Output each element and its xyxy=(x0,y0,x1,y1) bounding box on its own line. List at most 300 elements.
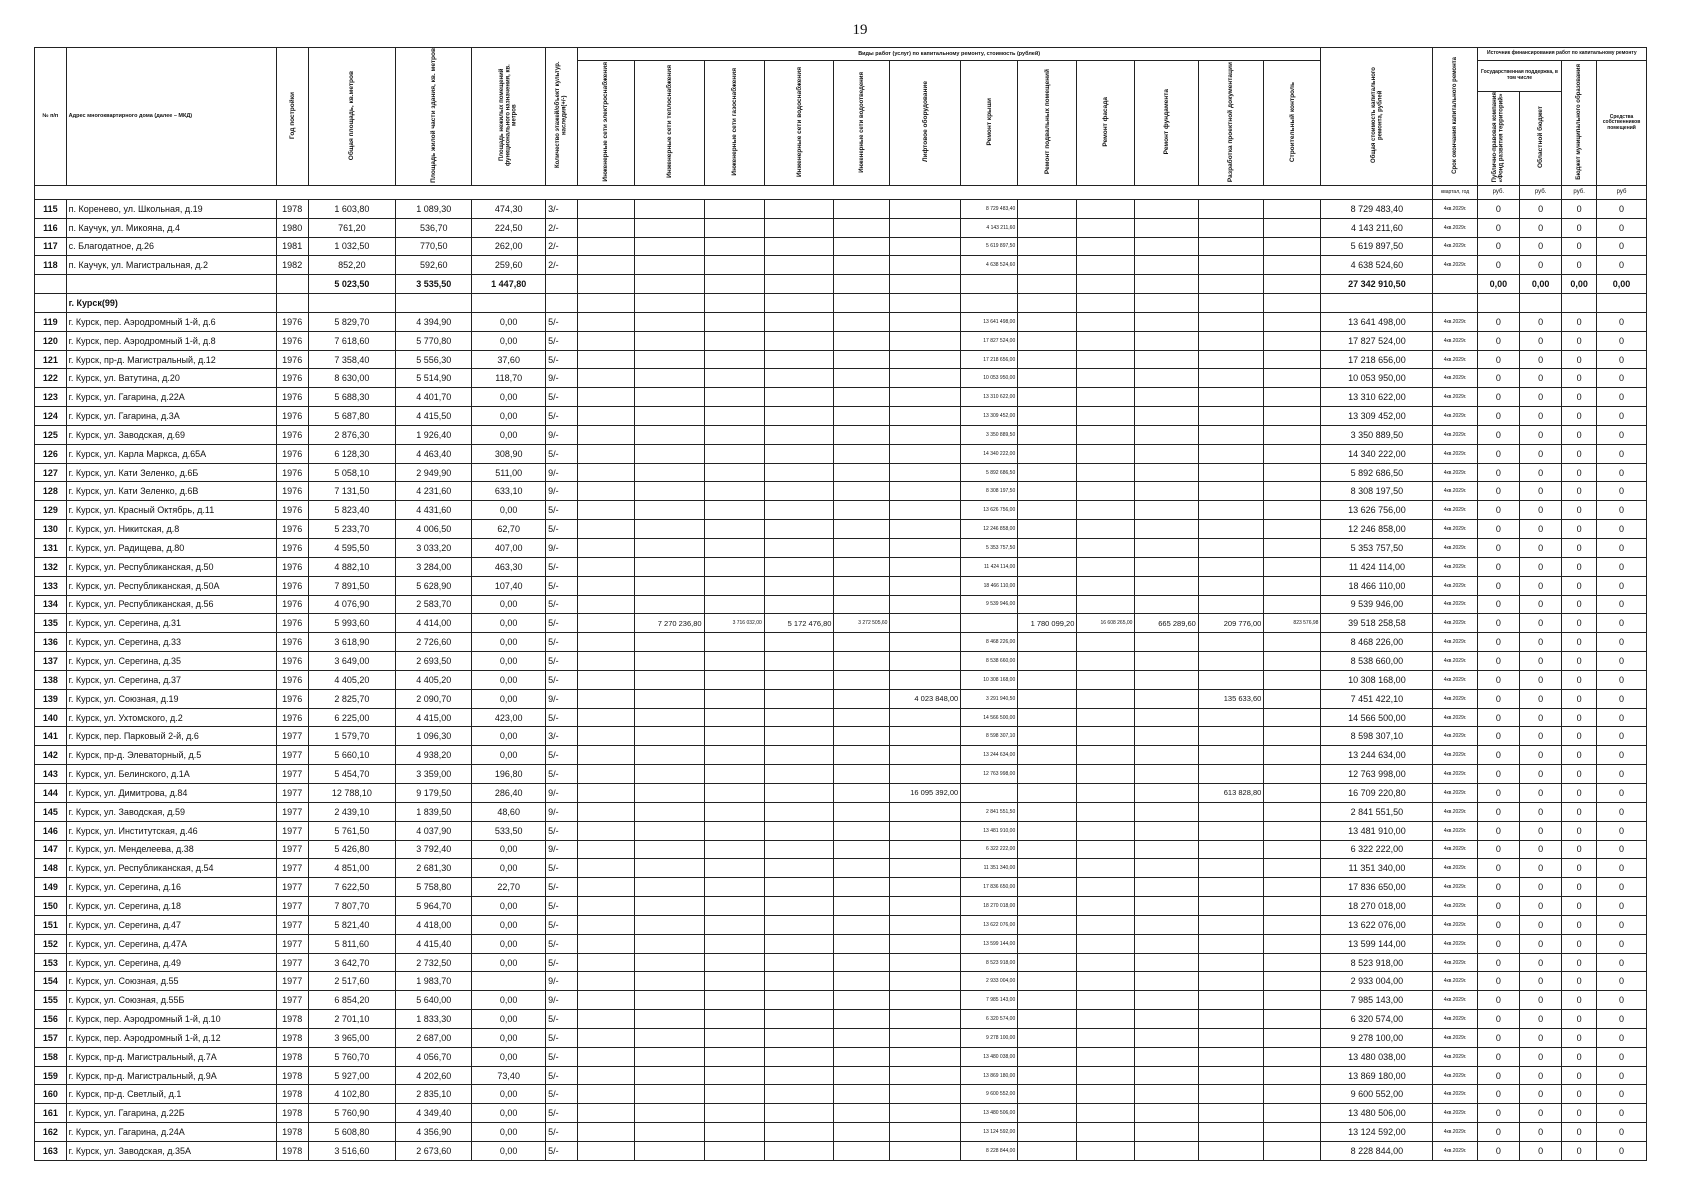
row-work-heat xyxy=(634,1066,704,1085)
row-work-control xyxy=(1264,1085,1321,1104)
row-living-area: 3 359,00 xyxy=(396,765,472,784)
row-deadline: 4кв.2029г. xyxy=(1433,199,1477,218)
header-deadline: Срок окончания капитального ремонта xyxy=(1433,48,1477,186)
row-total-area: 6 128,30 xyxy=(308,444,396,463)
row-work-basement xyxy=(1018,425,1077,444)
row-work-control xyxy=(1264,425,1321,444)
row-work-control xyxy=(1264,859,1321,878)
row-work-electric xyxy=(577,670,634,689)
row-total-cost: 10 053 950,00 xyxy=(1321,369,1433,388)
row-src-regional: 0 xyxy=(1520,407,1562,426)
row-number: 130 xyxy=(35,520,67,539)
row-work-facade xyxy=(1077,1123,1135,1142)
row-work-foundation xyxy=(1135,972,1198,991)
row-work-electric xyxy=(577,501,634,520)
row-floors: 9/- xyxy=(546,802,578,821)
row-src-regional: 0 xyxy=(1520,783,1562,802)
row-work-sewer xyxy=(834,350,890,369)
row-src-owners: 0 xyxy=(1597,991,1647,1010)
row-total-cost: 8 598 307,10 xyxy=(1321,727,1433,746)
row-src-fund: 0 xyxy=(1477,557,1519,576)
row-work-design xyxy=(1198,878,1263,897)
row-src-owners: 0 xyxy=(1597,859,1647,878)
row-deadline: 4кв.2029г. xyxy=(1433,840,1477,859)
subtotal-work-empty xyxy=(834,275,890,294)
row-work-heat xyxy=(634,463,704,482)
row-src-fund: 0 xyxy=(1477,1047,1519,1066)
row-deadline: 4кв.2029г. xyxy=(1433,407,1477,426)
row-src-municipal: 0 xyxy=(1562,1142,1597,1161)
row-work-sewer xyxy=(834,915,890,934)
table-row xyxy=(35,991,1647,1010)
row-src-municipal: 0 xyxy=(1562,840,1597,859)
row-work-basement xyxy=(1018,840,1077,859)
row-work-gas xyxy=(704,218,764,237)
row-work-water xyxy=(764,256,834,275)
row-work-heat xyxy=(634,1123,704,1142)
row-work-design xyxy=(1198,991,1263,1010)
section-empty xyxy=(1477,294,1519,313)
row-year: 1977 xyxy=(276,915,308,934)
row-work-electric xyxy=(577,388,634,407)
row-year: 1976 xyxy=(276,369,308,388)
row-work-facade xyxy=(1077,991,1135,1010)
row-work-design: 613 828,80 xyxy=(1198,783,1263,802)
table-row xyxy=(35,765,1647,784)
row-work-basement xyxy=(1018,350,1077,369)
table-row xyxy=(35,652,1647,671)
row-work-sewer xyxy=(834,633,890,652)
row-address: г. Курск, ул. Серегина, д.18 xyxy=(66,897,276,916)
row-floors: 9/- xyxy=(546,539,578,558)
row-deadline: 4кв.2029г. xyxy=(1433,765,1477,784)
row-work-design xyxy=(1198,520,1263,539)
row-work-gas xyxy=(704,840,764,859)
row-src-fund: 0 xyxy=(1477,972,1519,991)
row-src-regional: 0 xyxy=(1520,1010,1562,1029)
row-work-sewer xyxy=(834,1123,890,1142)
row-work-design xyxy=(1198,633,1263,652)
row-living-area: 1 096,30 xyxy=(396,727,472,746)
row-work-gas xyxy=(704,934,764,953)
row-total-area: 4 102,80 xyxy=(308,1085,396,1104)
row-work-lift xyxy=(890,915,961,934)
row-work-facade xyxy=(1077,482,1135,501)
unit-rub-2: руб. xyxy=(1520,185,1562,199)
row-work-lift xyxy=(890,199,961,218)
row-src-fund: 0 xyxy=(1477,1066,1519,1085)
row-src-owners: 0 xyxy=(1597,199,1647,218)
row-work-control xyxy=(1264,557,1321,576)
section-empty xyxy=(1562,294,1597,313)
row-work-heat xyxy=(634,991,704,1010)
row-src-regional: 0 xyxy=(1520,482,1562,501)
row-work-electric xyxy=(577,463,634,482)
row-total-cost: 5 619 897,50 xyxy=(1321,237,1433,256)
row-address: г. Курск, ул. Ватутина, д.20 xyxy=(66,369,276,388)
row-deadline: 4кв.2029г. xyxy=(1433,652,1477,671)
row-work-electric xyxy=(577,915,634,934)
row-year: 1978 xyxy=(276,1085,308,1104)
row-work-design xyxy=(1198,1066,1263,1085)
row-number: 146 xyxy=(35,821,67,840)
row-work-heat xyxy=(634,369,704,388)
row-work-lift xyxy=(890,218,961,237)
row-work-electric xyxy=(577,840,634,859)
row-work-electric xyxy=(577,199,634,218)
row-work-lift xyxy=(890,765,961,784)
row-work-roof: 4 638 524,60 xyxy=(961,256,1018,275)
row-work-gas xyxy=(704,237,764,256)
row-work-design xyxy=(1198,765,1263,784)
row-work-lift xyxy=(890,237,961,256)
row-work-heat: 7 270 236,80 xyxy=(634,614,704,633)
row-address: г. Курск, ул. Гагарина, д.24А xyxy=(66,1123,276,1142)
header-work-electric: Инженерные сети электроснабжения xyxy=(577,61,634,186)
table-row xyxy=(35,1085,1647,1104)
row-nonliving-area: 0,00 xyxy=(472,991,546,1010)
row-work-gas xyxy=(704,350,764,369)
row-nonliving-area: 118,70 xyxy=(472,369,546,388)
row-work-electric xyxy=(577,425,634,444)
row-work-basement xyxy=(1018,689,1077,708)
row-work-foundation xyxy=(1135,237,1198,256)
row-work-sewer xyxy=(834,539,890,558)
row-work-gas xyxy=(704,670,764,689)
row-src-municipal: 0 xyxy=(1562,463,1597,482)
row-work-sewer xyxy=(834,1104,890,1123)
row-nonliving-area: 423,00 xyxy=(472,708,546,727)
row-src-municipal: 0 xyxy=(1562,1028,1597,1047)
row-src-fund: 0 xyxy=(1477,1010,1519,1029)
row-work-electric xyxy=(577,727,634,746)
row-work-basement xyxy=(1018,256,1077,275)
row-work-foundation xyxy=(1135,425,1198,444)
row-work-foundation xyxy=(1135,576,1198,595)
row-living-area: 5 514,90 xyxy=(396,369,472,388)
row-src-regional: 0 xyxy=(1520,350,1562,369)
row-address: п. Каучук, ул. Микояна, д.4 xyxy=(66,218,276,237)
row-work-foundation xyxy=(1135,539,1198,558)
row-total-cost: 13 869 180,00 xyxy=(1321,1066,1433,1085)
row-floors: 9/- xyxy=(546,369,578,388)
row-work-gas xyxy=(704,1010,764,1029)
row-work-design: 209 776,00 xyxy=(1198,614,1263,633)
row-work-basement xyxy=(1018,1142,1077,1161)
row-work-electric xyxy=(577,312,634,331)
row-work-electric xyxy=(577,897,634,916)
row-work-basement xyxy=(1018,576,1077,595)
row-work-design xyxy=(1198,1123,1263,1142)
row-living-area: 2 693,50 xyxy=(396,652,472,671)
row-work-foundation xyxy=(1135,1142,1198,1161)
row-address: г. Курск, ул. Республиканская, д.56 xyxy=(66,595,276,614)
row-nonliving-area: 463,30 xyxy=(472,557,546,576)
row-src-owners: 0 xyxy=(1597,425,1647,444)
row-total-area: 5 761,50 xyxy=(308,821,396,840)
row-year: 1976 xyxy=(276,595,308,614)
row-work-heat xyxy=(634,746,704,765)
table-row xyxy=(35,1104,1647,1123)
row-work-basement xyxy=(1018,501,1077,520)
row-work-facade xyxy=(1077,953,1135,972)
row-work-design xyxy=(1198,897,1263,916)
row-work-design xyxy=(1198,1142,1263,1161)
row-work-facade xyxy=(1077,783,1135,802)
row-src-municipal: 0 xyxy=(1562,256,1597,275)
row-work-lift xyxy=(890,1010,961,1029)
row-nonliving-area: 511,00 xyxy=(472,463,546,482)
row-deadline: 4кв.2029г. xyxy=(1433,897,1477,916)
row-work-heat xyxy=(634,237,704,256)
subtotal-work-empty xyxy=(1135,275,1198,294)
row-work-lift xyxy=(890,821,961,840)
row-floors: 9/- xyxy=(546,840,578,859)
row-deadline: 4кв.2029г. xyxy=(1433,859,1477,878)
header-work-roof: Ремонт крыши xyxy=(961,61,1018,186)
row-work-water xyxy=(764,840,834,859)
row-work-lift xyxy=(890,312,961,331)
row-work-sewer xyxy=(834,821,890,840)
row-work-design xyxy=(1198,934,1263,953)
row-work-roof: 14 566 500,00 xyxy=(961,708,1018,727)
row-living-area: 4 415,00 xyxy=(396,708,472,727)
row-work-facade xyxy=(1077,369,1135,388)
row-total-area: 5 426,80 xyxy=(308,840,396,859)
table-body xyxy=(35,199,1647,1160)
row-work-heat xyxy=(634,425,704,444)
row-work-facade xyxy=(1077,934,1135,953)
row-work-roof: 5 353 757,50 xyxy=(961,539,1018,558)
row-work-facade xyxy=(1077,670,1135,689)
header-work-water: Инженерные сети водоснабжения xyxy=(764,61,834,186)
row-year: 1976 xyxy=(276,614,308,633)
header-src-regional: Областной бюджет xyxy=(1520,91,1562,185)
row-src-owners: 0 xyxy=(1597,312,1647,331)
row-work-basement xyxy=(1018,369,1077,388)
row-work-heat xyxy=(634,708,704,727)
row-work-control xyxy=(1264,1066,1321,1085)
row-work-sewer xyxy=(834,1010,890,1029)
row-work-design xyxy=(1198,802,1263,821)
row-src-owners: 0 xyxy=(1597,1104,1647,1123)
row-nonliving-area: 633,10 xyxy=(472,482,546,501)
row-nonliving-area: 0,00 xyxy=(472,897,546,916)
row-src-fund: 0 xyxy=(1477,689,1519,708)
row-work-roof: 10 053 950,00 xyxy=(961,369,1018,388)
section-empty xyxy=(1018,294,1077,313)
row-work-facade xyxy=(1077,746,1135,765)
row-work-roof: 9 539 946,00 xyxy=(961,595,1018,614)
row-work-sewer xyxy=(834,897,890,916)
section-empty xyxy=(1321,294,1433,313)
row-work-facade xyxy=(1077,708,1135,727)
table-row xyxy=(35,840,1647,859)
row-work-electric xyxy=(577,953,634,972)
header-work-design: Разработка проектной документации xyxy=(1198,61,1263,186)
row-year: 1976 xyxy=(276,407,308,426)
row-nonliving-area: 0,00 xyxy=(472,1123,546,1142)
row-work-basement xyxy=(1018,859,1077,878)
subtotal-work-empty xyxy=(764,275,834,294)
row-total-cost: 8 523 918,00 xyxy=(1321,953,1433,972)
page-number: 19 xyxy=(852,22,868,38)
header-floors: Количество этажей/объект культур. наследия(+/-) xyxy=(546,48,578,186)
row-src-regional: 0 xyxy=(1520,689,1562,708)
row-floors: 5/- xyxy=(546,350,578,369)
row-work-foundation xyxy=(1135,501,1198,520)
row-work-lift xyxy=(890,1047,961,1066)
row-work-gas xyxy=(704,1085,764,1104)
row-src-fund: 0 xyxy=(1477,878,1519,897)
row-number: 121 xyxy=(35,350,67,369)
row-total-area: 12 788,10 xyxy=(308,783,396,802)
row-address: г. Курск, ул. Союзная, д.19 xyxy=(66,689,276,708)
row-total-cost: 13 626 756,00 xyxy=(1321,501,1433,520)
subtotal-src-regional: 0,00 xyxy=(1520,275,1562,294)
row-work-lift xyxy=(890,539,961,558)
row-number: 149 xyxy=(35,878,67,897)
row-work-heat xyxy=(634,821,704,840)
row-src-fund: 0 xyxy=(1477,783,1519,802)
row-src-regional: 0 xyxy=(1520,972,1562,991)
row-work-facade xyxy=(1077,972,1135,991)
row-work-foundation xyxy=(1135,1028,1198,1047)
row-work-basement xyxy=(1018,595,1077,614)
row-src-fund: 0 xyxy=(1477,218,1519,237)
table-row xyxy=(35,633,1647,652)
row-work-heat xyxy=(634,520,704,539)
row-address: г. Курск, ул. Союзная, д.55 xyxy=(66,972,276,991)
row-src-owners: 0 xyxy=(1597,539,1647,558)
row-total-area: 7 358,40 xyxy=(308,350,396,369)
row-total-cost: 13 124 592,00 xyxy=(1321,1123,1433,1142)
row-work-water xyxy=(764,501,834,520)
subtotal-work-empty xyxy=(634,275,704,294)
row-total-cost: 13 622 076,00 xyxy=(1321,915,1433,934)
table-row xyxy=(35,953,1647,972)
row-work-sewer xyxy=(834,312,890,331)
row-total-area: 1 579,70 xyxy=(308,727,396,746)
row-floors: 5/- xyxy=(546,821,578,840)
row-address: г. Курск, пер. Парковый 2-й, д.6 xyxy=(66,727,276,746)
row-nonliving-area: 0,00 xyxy=(472,425,546,444)
row-work-foundation xyxy=(1135,670,1198,689)
row-src-fund: 0 xyxy=(1477,237,1519,256)
row-address: г. Курск, ул. Институтская, д.46 xyxy=(66,821,276,840)
row-work-roof: 18 270 018,00 xyxy=(961,897,1018,916)
row-work-control xyxy=(1264,915,1321,934)
row-work-foundation xyxy=(1135,934,1198,953)
row-src-owners: 0 xyxy=(1597,1047,1647,1066)
row-work-basement xyxy=(1018,199,1077,218)
table-row xyxy=(35,595,1647,614)
row-nonliving-area: 0,00 xyxy=(472,1047,546,1066)
row-work-design xyxy=(1198,821,1263,840)
row-src-municipal: 0 xyxy=(1562,425,1597,444)
row-work-lift xyxy=(890,576,961,595)
subtotal-empty xyxy=(276,275,308,294)
row-work-lift xyxy=(890,897,961,916)
table-row xyxy=(35,1066,1647,1085)
row-living-area: 4 401,70 xyxy=(396,388,472,407)
row-total-area: 5 233,70 xyxy=(308,520,396,539)
row-work-basement xyxy=(1018,388,1077,407)
table-row xyxy=(35,972,1647,991)
row-src-owners: 0 xyxy=(1597,1085,1647,1104)
row-work-electric xyxy=(577,256,634,275)
row-work-control xyxy=(1264,953,1321,972)
row-work-roof: 13 480 038,00 xyxy=(961,1047,1018,1066)
capital-repair-table xyxy=(34,47,1647,1161)
row-work-basement xyxy=(1018,783,1077,802)
row-src-owners: 0 xyxy=(1597,972,1647,991)
row-deadline: 4кв.2029г. xyxy=(1433,802,1477,821)
row-work-lift xyxy=(890,1066,961,1085)
row-work-facade xyxy=(1077,425,1135,444)
row-work-water xyxy=(764,746,834,765)
row-src-municipal: 0 xyxy=(1562,1104,1597,1123)
row-address: г. Курск, ул. Заводская, д.59 xyxy=(66,802,276,821)
row-src-municipal: 0 xyxy=(1562,501,1597,520)
row-work-control xyxy=(1264,388,1321,407)
row-work-heat xyxy=(634,350,704,369)
row-total-area: 5 687,80 xyxy=(308,407,396,426)
row-address: г. Курск, ул. Карла Маркса, д.65А xyxy=(66,444,276,463)
row-src-fund: 0 xyxy=(1477,1104,1519,1123)
row-src-municipal: 0 xyxy=(1562,689,1597,708)
row-work-heat xyxy=(634,897,704,916)
row-work-gas xyxy=(704,746,764,765)
subtotal-empty xyxy=(1433,275,1477,294)
row-nonliving-area: 196,80 xyxy=(472,765,546,784)
row-total-area: 1 032,50 xyxy=(308,237,396,256)
row-living-area: 1 833,30 xyxy=(396,1010,472,1029)
row-address: г. Курск, пер. Аэродромный 1-й, д.8 xyxy=(66,331,276,350)
row-year: 1976 xyxy=(276,633,308,652)
row-work-design xyxy=(1198,840,1263,859)
row-total-area: 5 058,10 xyxy=(308,463,396,482)
row-address: г. Курск, ул. Гагарина, д.22А xyxy=(66,388,276,407)
row-work-heat xyxy=(634,972,704,991)
row-work-water xyxy=(764,765,834,784)
row-deadline: 4кв.2029г. xyxy=(1433,501,1477,520)
row-src-fund: 0 xyxy=(1477,840,1519,859)
row-work-sewer xyxy=(834,840,890,859)
row-floors: 2/- xyxy=(546,218,578,237)
row-number: 158 xyxy=(35,1047,67,1066)
row-deadline: 4кв.2029г. xyxy=(1433,425,1477,444)
header-works-group: Виды работ (услуг) по капитальному ремонту, стоимость (рублей) xyxy=(577,48,1321,61)
section-empty xyxy=(764,294,834,313)
row-year: 1976 xyxy=(276,501,308,520)
row-deadline: 4кв.2029г. xyxy=(1433,369,1477,388)
row-work-facade xyxy=(1077,237,1135,256)
header-living-area: Площадь жилой части здания, кв. метров xyxy=(396,48,472,186)
row-year: 1978 xyxy=(276,1047,308,1066)
row-work-facade xyxy=(1077,199,1135,218)
row-year: 1978 xyxy=(276,1066,308,1085)
row-work-foundation xyxy=(1135,652,1198,671)
row-work-design xyxy=(1198,237,1263,256)
row-work-gas xyxy=(704,482,764,501)
row-work-roof: 8 308 197,50 xyxy=(961,482,1018,501)
row-nonliving-area: 407,00 xyxy=(472,539,546,558)
row-deadline: 4кв.2029г. xyxy=(1433,614,1477,633)
row-work-electric xyxy=(577,802,634,821)
row-src-owners: 0 xyxy=(1597,237,1647,256)
row-work-facade xyxy=(1077,595,1135,614)
